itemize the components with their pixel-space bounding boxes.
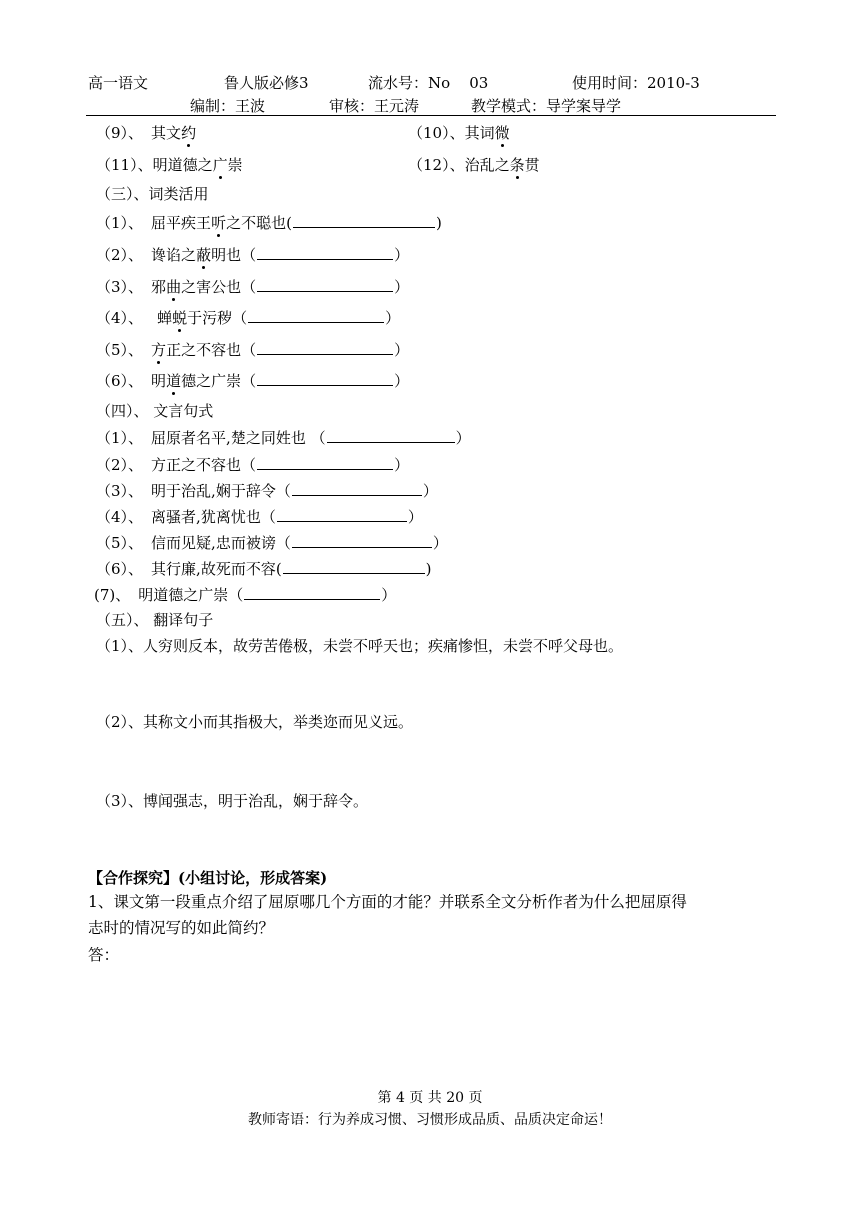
item-text-post: 崇 (227, 156, 243, 174)
item-text-post: 明也（ (211, 246, 257, 264)
section4-item-6 (96, 559, 432, 578)
close-paren: ） (394, 341, 410, 359)
item-9 (96, 124, 196, 142)
item-text: 方正之不容也（ (151, 456, 257, 474)
section4-item-1 (96, 428, 471, 447)
dotted-character: 广 (212, 156, 228, 174)
close-paren: ） (432, 534, 448, 552)
item-text: 治乱之 (464, 156, 510, 174)
item-text: 明道德之 (152, 156, 213, 174)
item-text-post: 之害公也（ (181, 278, 257, 296)
close-paren: ） (422, 482, 438, 500)
item-12 (408, 156, 540, 174)
answer-blank[interactable] (248, 308, 384, 323)
dotted-character: 条 (509, 156, 525, 174)
answer-blank[interactable] (257, 277, 393, 292)
header-mode: 教学模式：导学案导学 (471, 97, 622, 115)
header-textbook: 鲁人版必修3 (224, 74, 309, 92)
item-number: (7)、 (94, 586, 131, 604)
header-rule (86, 115, 776, 116)
translate-sentence-2: （2）、其称文小而其指极大，举类迩而见义远。 (96, 713, 414, 731)
dotted-character: 听 (211, 214, 227, 232)
close-paren: ) (435, 214, 442, 232)
item-text: 屈原者名平,楚之同姓也 （ (151, 429, 326, 447)
section4-item-7 (94, 585, 396, 604)
item-text: 明 (151, 372, 167, 390)
item-number: （11）、 (96, 156, 153, 174)
section4-item-5 (96, 533, 448, 552)
item-text: 其文 (151, 124, 182, 142)
item-number: （5）、 (96, 341, 144, 359)
section3-title: （三）、词类活用 (96, 185, 209, 203)
answer-blank[interactable] (257, 245, 393, 260)
section3-item-4 (96, 308, 400, 327)
close-paren: ） (407, 508, 423, 526)
item-number: （2）、 (96, 246, 144, 264)
answer-blank[interactable] (327, 428, 455, 443)
item-number: （9）、 (96, 124, 144, 142)
dotted-character: 方 (151, 341, 167, 359)
answer-blank[interactable] (257, 455, 393, 470)
section3-item-1 (96, 213, 442, 232)
close-paren: ） (455, 429, 471, 447)
header-editor: 编制：王波 (190, 97, 266, 115)
answer-blank[interactable] (292, 533, 432, 548)
item-number: （1）、 (96, 214, 144, 232)
item-10 (408, 124, 510, 142)
item-text: 离骚者,犹离忧也（ (151, 508, 276, 526)
close-paren: ） (381, 586, 397, 604)
header-subject: 高一语文 (88, 74, 149, 92)
item-number: （4）、 (96, 309, 144, 327)
item-text: 其行廉,故死而不容( (151, 560, 282, 578)
item-number: （6）、 (96, 372, 144, 390)
item-text: 明道德之广崇（ (138, 586, 244, 604)
item-number: （12）、 (408, 156, 465, 174)
item-text: 蝉 (157, 309, 173, 327)
section3-item-5 (96, 340, 409, 359)
item-text-post: 德之广崇（ (181, 372, 257, 390)
answer-blank[interactable] (292, 481, 422, 496)
cooperation-title: 【合作探究】(小组讨论，形成答案) (88, 869, 328, 887)
item-text-post: 贯 (524, 156, 540, 174)
close-paren: ） (394, 372, 410, 390)
item-number: （5）、 (96, 534, 144, 552)
section3-item-6 (96, 371, 409, 390)
header-time: 使用时间：2010-3 (572, 74, 700, 92)
answer-blank[interactable] (257, 340, 393, 355)
close-paren: ） (394, 278, 410, 296)
answer-blank[interactable] (277, 507, 407, 522)
dotted-character: 道 (166, 372, 182, 390)
answer-blank[interactable] (244, 585, 380, 600)
item-text-post: 正之不容也（ (166, 341, 257, 359)
item-number: （1）、 (96, 429, 144, 447)
dotted-character: 蔽 (196, 246, 212, 264)
header-reviewer: 审核：王元涛 (329, 97, 420, 115)
close-paren: ） (394, 456, 410, 474)
section3-item-2 (96, 245, 409, 264)
section4-item-4 (96, 507, 423, 526)
close-paren: ） (394, 246, 410, 264)
translate-sentence-3: （3）、博闻强志，明于治乱，娴于辞令。 (96, 792, 369, 810)
item-number: （3）、 (96, 278, 144, 296)
cooperation-question-line2: 志时的情况写的如此简约？ (88, 919, 275, 937)
dotted-character: 曲 (166, 278, 182, 296)
item-text: 其词 (464, 124, 495, 142)
teacher-motto: 教师寄语：行为养成习惯、习惯形成品质、品质决定命运！ (248, 1112, 612, 1128)
section3-item-3 (96, 277, 409, 296)
item-11 (96, 156, 243, 174)
section4-title: （四）、 文言句式 (96, 402, 214, 420)
section4-item-2 (96, 455, 409, 474)
translate-sentence-1: （1）、人穷则反本，故劳苦倦极，未尝不呼天也；疾痛惨怛，未尝不呼父母也。 (96, 637, 624, 655)
item-text: 信而见疑,忠而被谤（ (151, 534, 291, 552)
close-paren: ） (385, 309, 401, 327)
answer-blank[interactable] (293, 213, 435, 228)
item-text: 明于治乱,娴于辞令（ (151, 482, 291, 500)
page-number: 第 4 页 共 20 页 (377, 1090, 483, 1106)
dotted-character: 蜕 (172, 309, 188, 327)
item-number: （10）、 (408, 124, 465, 142)
item-text: 谗谄之 (151, 246, 197, 264)
answer-blank[interactable] (283, 559, 425, 574)
item-text-post: 于污秽（ (187, 309, 248, 327)
item-text-post: 之不聪也( (226, 214, 292, 232)
section5-title: （五）、 翻译句子 (96, 611, 214, 629)
answer-label: 答： (88, 946, 120, 964)
dotted-character: 微 (494, 124, 510, 142)
item-number: （4）、 (96, 508, 144, 526)
section4-item-3 (96, 481, 438, 500)
dotted-character: 约 (181, 124, 197, 142)
close-paren: ) (425, 560, 432, 578)
header-serial: 流水号：No 03 (368, 74, 489, 92)
item-number: （2）、 (96, 456, 144, 474)
answer-blank[interactable] (257, 371, 393, 386)
item-text: 邪 (151, 278, 167, 296)
cooperation-question-line1: 1、课文第一段重点介绍了屈原哪几个方面的才能？并联系全文分析作者为什么把屈原得 (88, 893, 687, 911)
item-number: （6）、 (96, 560, 144, 578)
item-number: （3）、 (96, 482, 144, 500)
item-text: 屈平疾王 (151, 214, 212, 232)
